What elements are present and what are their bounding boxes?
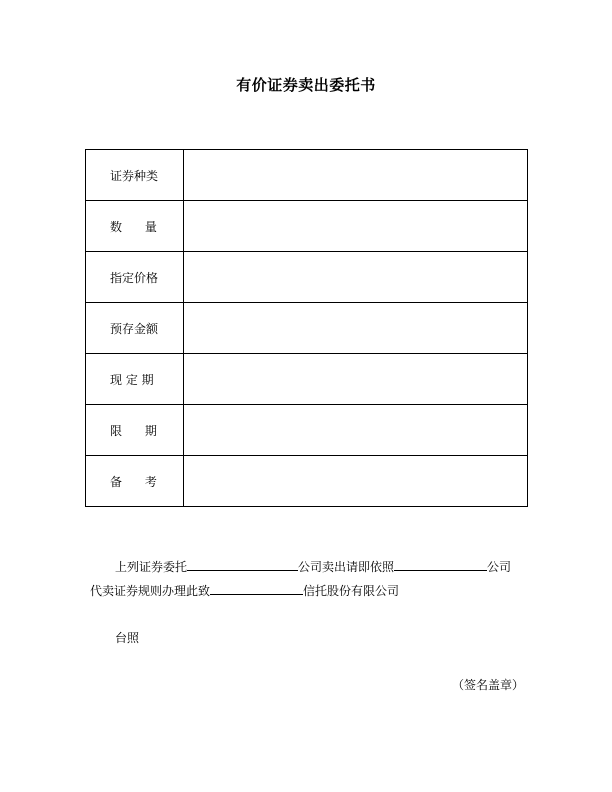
body-line2-prefix: 代卖证券规则办理此致 bbox=[90, 584, 211, 598]
fixed-period-field[interactable] bbox=[184, 354, 528, 405]
quantity-field[interactable] bbox=[184, 201, 528, 252]
row-label: 指定价格 bbox=[110, 270, 159, 285]
greeting: 台照 bbox=[115, 631, 140, 645]
form-row-quantity bbox=[86, 201, 528, 252]
document-title: 有价证券卖出委托书 bbox=[236, 76, 376, 94]
designated-price-field[interactable] bbox=[184, 252, 528, 303]
form-row-designated-price bbox=[86, 252, 528, 303]
remarks-field[interactable] bbox=[184, 456, 528, 507]
body-line1-prefix: 上列证券委托 bbox=[115, 560, 188, 574]
row-label: 限 期 bbox=[110, 423, 157, 438]
row-label: 数 量 bbox=[110, 219, 157, 234]
security-type-field[interactable] bbox=[184, 150, 528, 201]
entrusted-company-blank[interactable] bbox=[187, 558, 298, 571]
trust-company-blank[interactable] bbox=[210, 582, 303, 595]
row-label: 备 考 bbox=[110, 474, 157, 489]
body-line-1 bbox=[115, 558, 511, 575]
body-line2-suffix: 信托股份有限公司 bbox=[303, 584, 400, 598]
form-row-deposit-amount bbox=[86, 303, 528, 354]
signature-seal-note: （签名盖章） bbox=[452, 678, 525, 692]
deposit-amount-field[interactable] bbox=[184, 303, 528, 354]
form-row-fixed-period bbox=[86, 354, 528, 405]
form-row-time-limit bbox=[86, 405, 528, 456]
entrustment-form-table bbox=[85, 149, 528, 507]
form-row-security-type bbox=[86, 150, 528, 201]
form-row-remarks bbox=[86, 456, 528, 507]
agent-company-blank[interactable] bbox=[394, 558, 487, 571]
row-label: 证券种类 bbox=[110, 168, 159, 183]
body-line1-mid: 公司卖出请即依照 bbox=[298, 560, 395, 574]
row-label: 预存金额 bbox=[110, 321, 159, 336]
row-label: 现 定 期 bbox=[110, 372, 154, 387]
body-line1-suffix: 公司 bbox=[487, 560, 512, 574]
time-limit-field[interactable] bbox=[184, 405, 528, 456]
body-line-2 bbox=[90, 582, 399, 599]
